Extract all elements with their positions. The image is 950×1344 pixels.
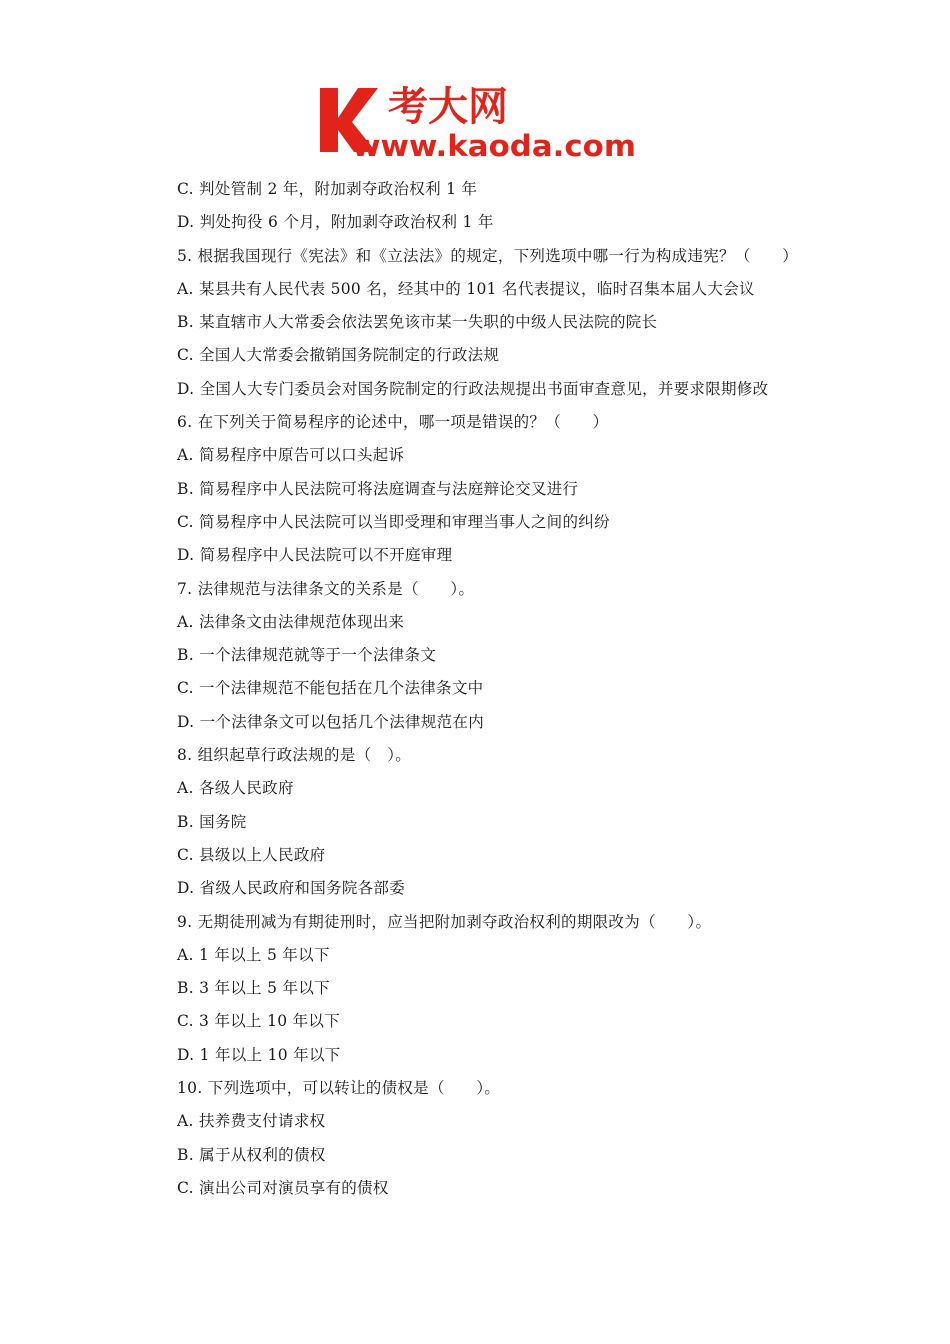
question-line: 6. 在下列关于简易程序的论述中，哪一项是错误的？（ ） <box>177 413 609 432</box>
option-line: B. 国务院 <box>177 812 247 831</box>
option-line: B. 3 年以上 5 年以下 <box>177 979 330 998</box>
option-line: D. 一个法律条文可以包括几个法律规范在内 <box>177 712 485 731</box>
question-line: 9. 无期徒刑减为有期徒刑时，应当把附加剥夺政治权利的期限改为（ ）。 <box>177 912 712 931</box>
logo-brand-text: 考大网 <box>388 84 508 130</box>
option-line: B. 一个法律规范就等于一个法律条文 <box>177 646 437 665</box>
option-line: C. 判处管制 2 年，附加剥夺政治权利 1 年 <box>177 180 478 198</box>
option-line: A. 各级人民政府 <box>177 779 294 798</box>
option-line: B. 属于从权利的债权 <box>177 1145 326 1164</box>
question-line: 10. 下列选项中，可以转让的债权是（ ）。 <box>177 1079 501 1098</box>
option-line: C. 演出公司对演员享有的债权 <box>177 1178 389 1197</box>
option-line: A. 扶养费支付请求权 <box>177 1112 326 1131</box>
document-body <box>177 173 877 1205</box>
option-line: B. 简易程序中人民法院可将法庭调查与法庭辩论交叉进行 <box>177 479 579 498</box>
option-line: A. 1 年以上 5 年以下 <box>177 945 330 964</box>
option-line: D. 省级人民政府和国务院各部委 <box>177 879 406 898</box>
option-line: A. 简易程序中原告可以口头起诉 <box>177 446 405 465</box>
option-line: C. 简易程序中人民法院可以当即受理和审理当事人之间的纠纷 <box>177 512 610 531</box>
kaoda-logo-graphic <box>318 80 638 160</box>
option-line: D. 1 年以上 10 年以下 <box>177 1045 341 1064</box>
logo-url-text: www.kaoda.com <box>352 129 636 160</box>
question-line: 7. 法律规范与法律条文的关系是（ ）。 <box>177 579 475 598</box>
option-line: A. 法律条文由法律规范体现出来 <box>177 612 405 631</box>
option-line: C. 全国人大常委会撤销国务院制定的行政法规 <box>177 346 500 365</box>
kaoda-logo <box>318 80 638 160</box>
option-line: C. 一个法律规范不能包括在几个法律条文中 <box>177 679 484 698</box>
option-line: D. 简易程序中人民法院可以不开庭审理 <box>177 546 453 565</box>
option-line: C. 县级以上人民政府 <box>177 845 326 864</box>
option-line: A. 某县共有人民代表 500 名，经其中的 101 名代表提议，临时召集本届人大会议 <box>177 279 755 298</box>
question-line: 5. 根据我国现行《宪法》和《立法法》的规定，下列选项中哪一行为构成违宪？（ ） <box>177 246 799 265</box>
option-line: B. 某直辖市人大常委会依法罢免该市某一失职的中级人民法院的院长 <box>177 313 658 332</box>
question-line: 8. 组织起草行政法规的是（ ）。 <box>177 746 412 765</box>
option-line: C. 3 年以上 10 年以下 <box>177 1012 341 1031</box>
option-line: D. 判处拘役 6 个月，附加剥夺政治权利 1 年 <box>177 213 494 232</box>
option-line: D. 全国人大专门委员会对国务院制定的行政法规提出书面审查意见，并要求限期修改 <box>177 379 769 398</box>
